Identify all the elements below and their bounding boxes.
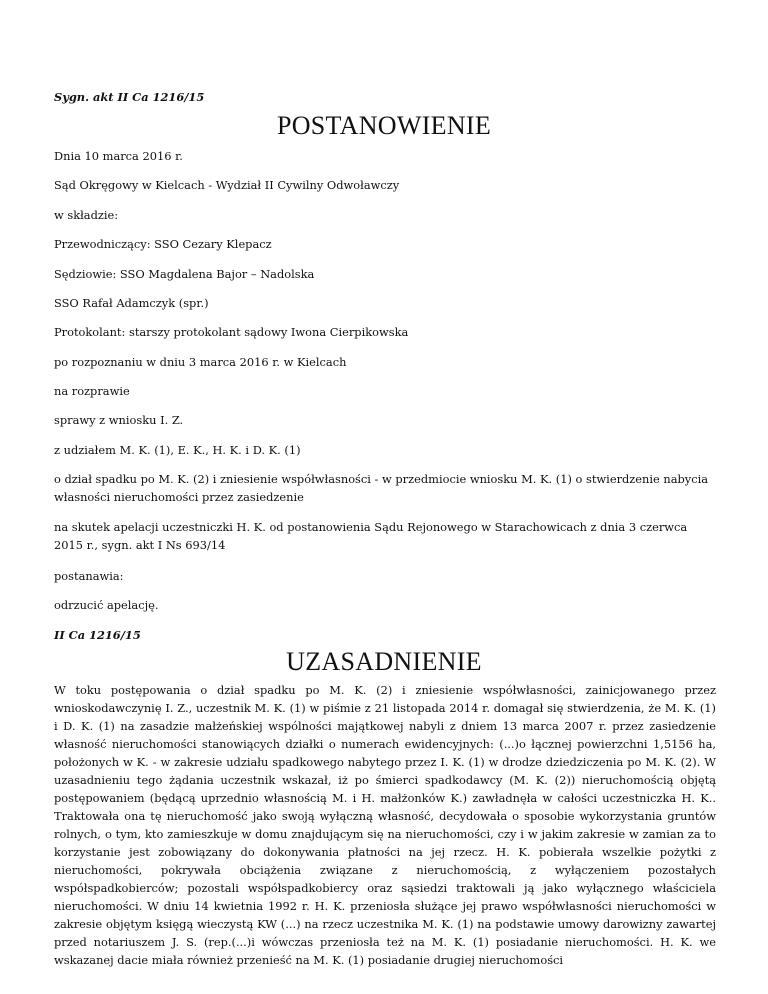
presiding-judge: Przewodniczący: SSO Cezary Klepacz (54, 237, 272, 251)
justification-signature: II Ca 1216/15 (54, 628, 141, 642)
hearing-info: po rozpoznaniu w dniu 3 marca 2016 r. w Kielcach (54, 355, 347, 369)
composition-label: w składzie: (54, 208, 119, 222)
judge-rapporteur: SSO Rafał Adamczyk (spr.) (54, 296, 209, 310)
case-application: sprawy z wniosku I. Z. (54, 413, 184, 427)
case-participants: z udziałem M. K. (1), E. K., H. K. i D. K. (1) (54, 443, 301, 457)
session-type: na rozprawie (54, 384, 130, 398)
court-clerk: Protokolant: starszy protokolant sądowy Iwona Cierpikowska (54, 325, 409, 339)
decision-text: odrzucić apelację. (54, 598, 159, 612)
justification-body: W toku postępowania o dział spadku po M. K. (2) i zniesienie współwłasności, zainicjowanego przez wnioskodawczynię I. Z., uczestnik M. K. (1) w piśmie z 21 listopada 2014 r. domagał się stwierdzenia, że M. K. (1) i D. K. (1) na zasadzie małżeńskiej wspólności majątkowej nabyli z dniem 13 marca 2007 r. przez zasiedzenie własność nieruchomości stanowiących działki o numerach ewidencyjnych: (...)o łącznej powierzchni 1,5156 ha, położonych w K. - w zakresie udziału spadkowego nabytego przez I. K. (1) w drodze dziedziczenia po M. K. (2). W uzasadnieniu tego żądania uczestnik wskazał, iż po śmierci spadkodawcy (M. K. (2)) nieruchomością objętą postępowaniem (będącą uprzednio własnością M. i H. małżonków K.) zawładnęła w całości uczestniczka H. K.. Traktowała ona tę nieruchomość jako swoją wyłączną własność, decydowała o sposobie wykorzystania gruntów rolnych, o tym, kto zamieszkuje w domu znajdującym się na nieruchomości, czy i w jakim zakresie w zamian za to korzystanie jest zobowiązany do dokonywania płatności na jej rzecz. H. K. pobierała wszelkie pożytki z nieruchomości, pokrywała obciążenia związane z nieruchomością, z wyłączeniem pozostałych współspadkobierców; pozostali współspadkobiercy oraz sąsiedzi traktowali ją jako wyłącznego właściciela nieruchomości. W dniu 14 kwietnia 1992 r. H. K. przeniosła służące jej prawo współwłasności nieruchomości w zakresie objętym księgą wieczystą KW (...) na rzecz uczestnika M. K. (1) na podstawie umowy darowizny zawartej przed notariuszem J. S. (rep.(...)i wówczas przeniosła też na M. K. (1) posiadanie nieruchomości. H. K. we wskazanej dacie miała również przenieść na M. K. (1) posiadanie drugiej nieruchomości (54, 683, 716, 967)
court-name: Sąd Okręgowy w Kielcach - Wydział II Cywilny Odwoławczy (54, 178, 400, 192)
appeal-info: na skutek apelacji uczestniczki H. K. od postanowienia Sądu Rejonowego w Starachowicach z dnia 3 czerwca 2015 r., sygn. akt I Ns 693/14 (54, 520, 688, 552)
document-title: POSTANOWIENIE (276, 111, 492, 140)
case-subject: o dział spadku po M. K. (2) i zniesienie współwłasności - w przedmiocie wniosku M. K. (1) o stwierdzenie nabycia własności nieruchomości przez zasiedzenie (54, 472, 709, 504)
justification-title: UZASADNIENIE (286, 647, 482, 676)
judges: Sędziowie: SSO Magdalena Bajor – Nadolska (54, 267, 315, 281)
ruling-date: Dnia 10 marca 2016 r. (54, 149, 183, 163)
case-signature: Sygn. akt II Ca 1216/15 (54, 90, 205, 104)
decides-label: postanawia: (54, 569, 124, 583)
